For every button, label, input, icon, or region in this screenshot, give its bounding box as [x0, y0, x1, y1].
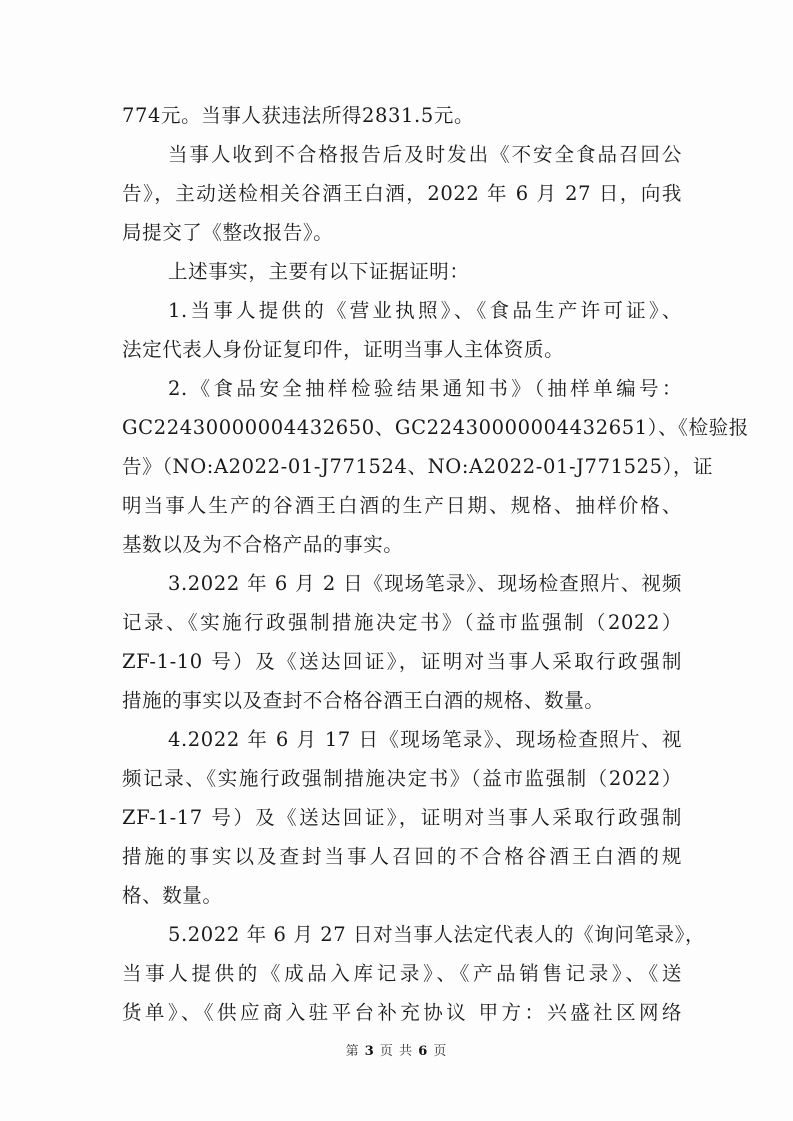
text-line: 明当事人生产的谷酒王白酒的生产日期、规格、抽样价格、: [122, 494, 682, 517]
text-line: 当事人提供的《成品入库记录》、《产品销售记录》、《送: [122, 962, 682, 985]
text-line: GC22430000004432650、GC22430000004432651）、《检验报: [122, 416, 749, 439]
text-line: 2.《食品安全抽样检验结果通知书》（抽样单编号：: [168, 377, 682, 400]
text-line: 货单》、《供应商入驻平台补充协议 甲方：兴盛社区网络: [122, 1001, 682, 1024]
text-line: 3.2022 年 6 月 2 日《现场笔录》、现场检查照片、视频: [168, 572, 682, 595]
text-line: 频记录、《实施行政强制措施决定书》（益市监强制（2022）: [122, 767, 682, 790]
text-line: ZF-1-10 号）及《送达回证》，证明对当事人采取行政强制: [122, 650, 682, 673]
text-line: 局提交了《整改报告》。: [122, 221, 334, 244]
text-line: ZF-1-17 号）及《送达回证》，证明对当事人采取行政强制: [122, 806, 682, 829]
text-line: 上述事实，主要有以下证据证明：: [168, 260, 470, 283]
text-line: 当事人收到不合格报告后及时发出《不安全食品召回公: [168, 143, 682, 166]
text-line: 告》（NO:A2022-01-J771524、NO:A2022-01-J771525），证: [122, 455, 714, 478]
text-line: 告》，主动送检相关谷酒王白酒，2022 年 6 月 27 日，向我: [122, 182, 682, 205]
text-line: 774元。当事人获违法所得2831.5元。: [122, 104, 475, 127]
document-body: [122, 96, 749, 1032]
text-line: 措施的事实以及查封不合格谷酒王白酒的规格、数量。: [122, 689, 605, 712]
text-line: 记录、《实施行政强制措施决定书》（益市监强制（2022）: [122, 611, 682, 634]
current-page-number: 3: [364, 1044, 375, 1059]
text-line: 1.当事人提供的《营业执照》、《食品生产许可证》、: [168, 299, 682, 322]
page-footer: [0, 1040, 793, 1059]
text-line: 法定代表人身份证复印件，证明当事人主体资质。: [122, 338, 565, 361]
text-line: 4.2022 年 6 月 17 日《现场笔录》、现场检查照片、视: [168, 728, 682, 751]
text-line: 格、数量。: [122, 884, 223, 907]
footer-middle: 页 共: [379, 1044, 414, 1059]
text-line: 措施的事实以及查封当事人召回的不合格谷酒王白酒的规: [122, 845, 682, 868]
text-line: 5.2022 年 6 月 27 日对当事人法定代表人的《询问笔录》，: [168, 923, 706, 946]
total-pages-number: 6: [418, 1044, 429, 1059]
text-line: 基数以及为不合格产品的事实。: [122, 533, 404, 556]
footer-prefix: 第: [345, 1044, 360, 1059]
footer-suffix: 页: [433, 1044, 448, 1059]
